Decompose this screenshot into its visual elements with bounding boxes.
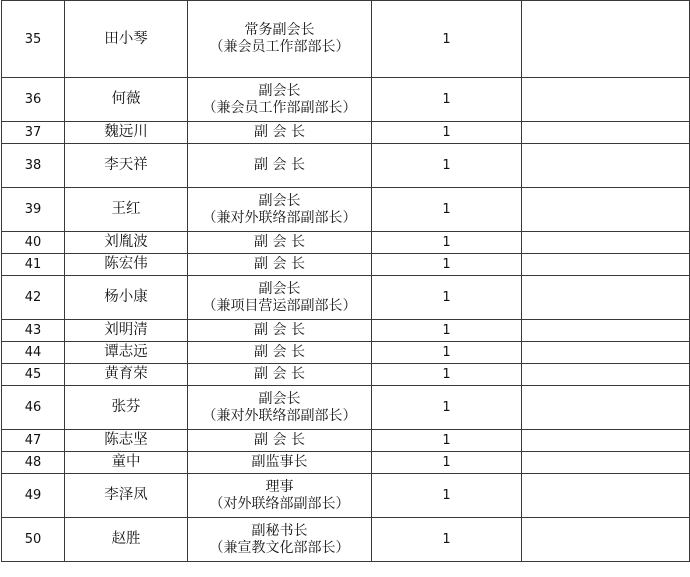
position-cell <box>188 430 372 452</box>
note-cell <box>522 518 690 562</box>
member-name-cell: 刘胤波 <box>65 232 188 254</box>
position-line: （兼会员工作部部长） <box>209 39 350 55</box>
note-cell <box>522 122 690 144</box>
position-cell <box>188 188 372 232</box>
position-line: （兼会员工作部副部长） <box>202 99 357 116</box>
row-number-cell: 45 <box>2 364 65 386</box>
table-row <box>2 254 690 276</box>
position-cell <box>188 144 372 188</box>
row-number-cell: 40 <box>2 232 65 254</box>
member-name-cell: 何薇 <box>65 78 188 122</box>
table-row <box>2 188 690 232</box>
member-name-cell: 陈志坚 <box>65 430 188 452</box>
member-name-cell: 陈宏伟 <box>65 254 188 276</box>
note-cell <box>522 1 690 78</box>
note-cell <box>522 78 690 122</box>
position-cell <box>188 518 372 562</box>
position-line: 理事 <box>265 478 294 495</box>
row-number-cell: 35 <box>2 1 65 78</box>
quantity-cell: 1 <box>372 78 522 122</box>
row-number-cell: 39 <box>2 188 65 232</box>
position-line: 副 会 长 <box>254 157 305 173</box>
table-row <box>2 78 690 122</box>
member-name-cell: 张芬 <box>65 386 188 430</box>
table-row <box>2 364 690 386</box>
table-row <box>2 386 690 430</box>
position-line: 副 会 长 <box>254 234 305 250</box>
position-line: 常务副会长 <box>244 22 315 38</box>
row-number-cell: 37 <box>2 122 65 144</box>
table-row <box>2 122 690 144</box>
row-number-cell: 36 <box>2 78 65 122</box>
row-number-cell: 41 <box>2 254 65 276</box>
position-line: 副会长 <box>258 82 301 99</box>
position-line: （兼项目营运部副部长） <box>202 297 357 314</box>
row-number-cell: 49 <box>2 474 65 518</box>
position-line: （兼对外联络部副部长） <box>202 407 357 424</box>
position-cell <box>188 320 372 342</box>
position-cell <box>188 386 372 430</box>
table-row <box>2 342 690 364</box>
position-cell <box>188 78 372 122</box>
member-name-cell: 魏远川 <box>65 122 188 144</box>
member-name-cell: 田小琴 <box>65 1 188 78</box>
note-cell <box>522 364 690 386</box>
position-cell <box>188 452 372 474</box>
row-number-cell: 47 <box>2 430 65 452</box>
position-line: 副 会 长 <box>254 366 305 382</box>
position-line: 副 会 长 <box>254 344 305 360</box>
table-row <box>2 430 690 452</box>
position-line: （对外联络部副部长） <box>209 495 350 512</box>
member-name-cell: 赵胜 <box>65 518 188 562</box>
member-name-cell: 童中 <box>65 452 188 474</box>
note-cell <box>522 342 690 364</box>
quantity-cell: 1 <box>372 122 522 144</box>
quantity-cell: 1 <box>372 144 522 188</box>
quantity-cell: 1 <box>372 386 522 430</box>
position-cell <box>188 254 372 276</box>
note-cell <box>522 430 690 452</box>
quantity-cell: 1 <box>372 232 522 254</box>
table-row <box>2 276 690 320</box>
table-row <box>2 1 690 78</box>
position-cell <box>188 342 372 364</box>
note-cell <box>522 474 690 518</box>
position-line: 副监事长 <box>251 454 308 470</box>
position-line: 副会长 <box>258 390 301 407</box>
member-table <box>1 0 690 562</box>
quantity-cell: 1 <box>372 188 522 232</box>
position-line: 副 会 长 <box>254 256 305 272</box>
quantity-cell: 1 <box>372 364 522 386</box>
table-row <box>2 144 690 188</box>
row-number-cell: 50 <box>2 518 65 562</box>
table-row <box>2 518 690 562</box>
member-name-cell: 李泽凤 <box>65 474 188 518</box>
member-name-cell: 谭志远 <box>65 342 188 364</box>
position-line: 副秘书长 <box>251 522 308 539</box>
position-line: 副会长 <box>258 280 301 297</box>
member-name-cell: 刘明清 <box>65 320 188 342</box>
position-line: 副会长 <box>258 192 301 209</box>
position-line: 副 会 长 <box>254 322 305 338</box>
position-cell <box>188 1 372 78</box>
position-cell <box>188 276 372 320</box>
position-line: （兼对外联络部副部长） <box>202 209 357 226</box>
table-row <box>2 452 690 474</box>
quantity-cell: 1 <box>372 254 522 276</box>
table-row <box>2 232 690 254</box>
note-cell <box>522 386 690 430</box>
note-cell <box>522 276 690 320</box>
row-number-cell: 44 <box>2 342 65 364</box>
note-cell <box>522 188 690 232</box>
position-cell <box>188 364 372 386</box>
row-number-cell: 42 <box>2 276 65 320</box>
note-cell <box>522 144 690 188</box>
quantity-cell: 1 <box>372 518 522 562</box>
member-name-cell: 李天祥 <box>65 144 188 188</box>
note-cell <box>522 232 690 254</box>
note-cell <box>522 254 690 276</box>
member-name-cell: 杨小康 <box>65 276 188 320</box>
quantity-cell: 1 <box>372 1 522 78</box>
position-line: （兼宣教文化部部长） <box>209 539 350 556</box>
row-number-cell: 43 <box>2 320 65 342</box>
quantity-cell: 1 <box>372 430 522 452</box>
note-cell <box>522 320 690 342</box>
member-name-cell: 黄育荣 <box>65 364 188 386</box>
table-row <box>2 474 690 518</box>
quantity-cell: 1 <box>372 474 522 518</box>
position-cell <box>188 232 372 254</box>
row-number-cell: 46 <box>2 386 65 430</box>
member-name-cell: 王红 <box>65 188 188 232</box>
quantity-cell: 1 <box>372 342 522 364</box>
position-cell <box>188 474 372 518</box>
quantity-cell: 1 <box>372 276 522 320</box>
position-line: 副 会 长 <box>254 432 305 448</box>
position-cell <box>188 122 372 144</box>
row-number-cell: 38 <box>2 144 65 188</box>
table-row <box>2 320 690 342</box>
note-cell <box>522 452 690 474</box>
member-table-body <box>2 1 690 562</box>
row-number-cell: 48 <box>2 452 65 474</box>
quantity-cell: 1 <box>372 320 522 342</box>
quantity-cell: 1 <box>372 452 522 474</box>
position-line: 副 会 长 <box>254 124 305 140</box>
